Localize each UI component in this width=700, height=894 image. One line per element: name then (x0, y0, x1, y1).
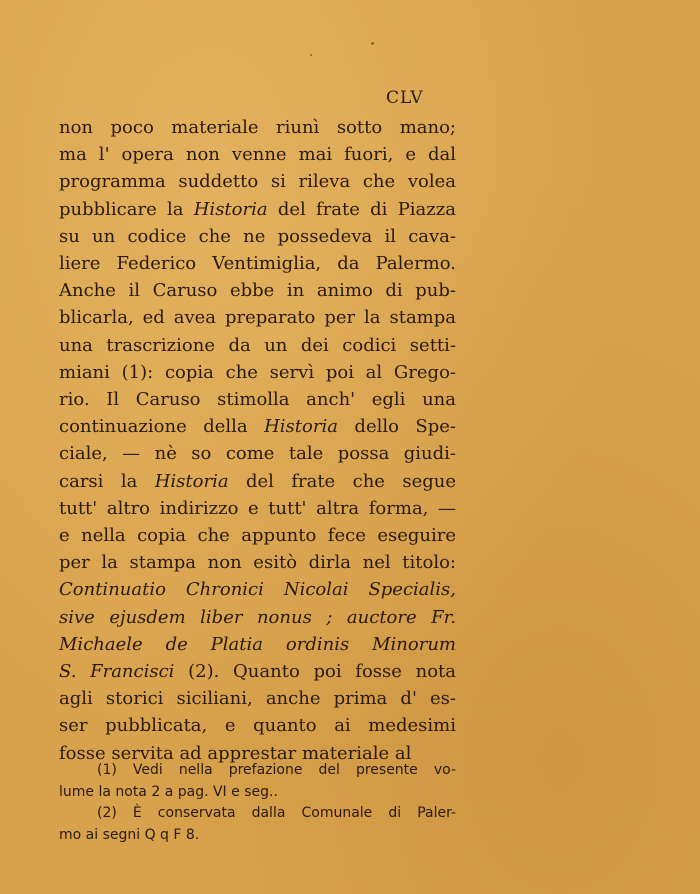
text-line: per la stampa non esitò dirla nel titolo: (59, 552, 456, 574)
page-number: CLV (386, 88, 424, 108)
text-line: ciale, — nè so come tale possa giudi- (59, 443, 456, 465)
italic-text: Continuatio Chronici Nicolai Specialis, (59, 579, 456, 601)
text-line: carsi la Historia del frate che segue (59, 470, 457, 492)
text-line: e nella copia che appunto fece eseguire (59, 525, 456, 547)
text-line: Anche il Caruso ebbe in animo di pub- (59, 280, 456, 302)
paper-speck (371, 42, 374, 45)
text-line (59, 604, 456, 631)
footnote-line: lume la nota 2 a pag. VI e seg.. (59, 783, 278, 800)
footnote-line: (2) È conservata dalla Comunale di Paler- (97, 805, 456, 821)
text-line: blicarla, ed avea preparato per la stampa (59, 307, 456, 329)
italic-text: Michaele de Platia ordinis Minorum (59, 633, 456, 655)
text-line: rio. Il Caruso stimolla anch' egli una (59, 389, 456, 411)
italic-text: Historia (154, 470, 229, 492)
text-line: continuazione della Historia dello Spe- (59, 416, 456, 438)
paper-speck (310, 54, 312, 56)
body-text (59, 114, 456, 767)
text-line (59, 576, 456, 603)
text-line: ser pubblicata, e quanto ai medesimi (59, 715, 456, 737)
text-line: non poco materiale riunì sotto mano; (59, 117, 456, 138)
italic-text: Historia (193, 198, 268, 220)
footnote-line: (1) Vedi nella prefazione del presente vo- (97, 762, 456, 778)
footnotes (59, 760, 456, 846)
text-line: S. Francisci (2). Quanto poi fosse nota (59, 661, 456, 683)
text-line: miani (1): copia che servì poi al Grego- (59, 361, 456, 383)
italic-text: S. Francisci (59, 661, 175, 683)
text-line: tutt' altro indirizzo e tutt' altra forma, — (59, 497, 456, 519)
footnote-line: mo ai segni Q q F 8. (59, 826, 200, 843)
text-line: liere Federico Ventimiglia, da Palermo. (59, 253, 456, 275)
text-line (59, 631, 456, 658)
italic-text: sive ejusdem liber nonus ; auctore Fr. (59, 606, 456, 628)
text-line: pubblicare la Historia del frate di Piazza (59, 198, 456, 220)
text-line: fosse servita ad apprestar materiale al (59, 742, 412, 764)
text-line: ma l' opera non venne mai fuori, e dal (59, 144, 456, 166)
text-line: su un codice che ne possedeva il cava- (59, 225, 456, 247)
italic-text: Historia (264, 416, 338, 438)
text-line: programma suddetto si rileva che volea (59, 171, 456, 193)
text-line: agli storici siciliani, anche prima d' es- (59, 688, 456, 710)
text-line: una trascrizione da un dei codici setti- (59, 334, 456, 356)
